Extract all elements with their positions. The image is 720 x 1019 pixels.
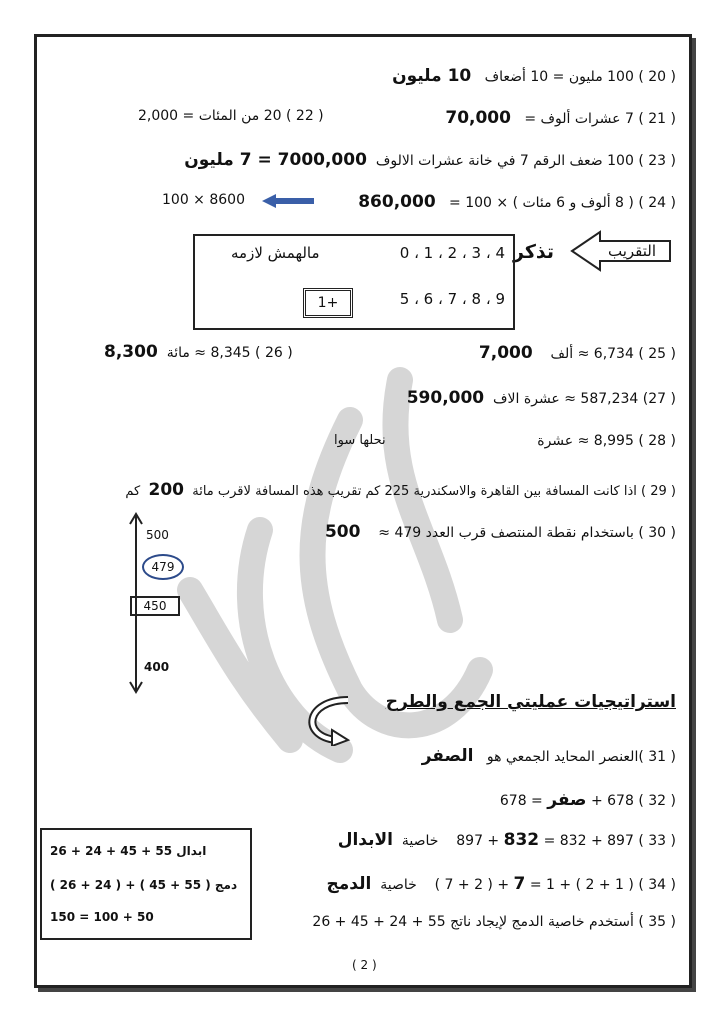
item-24-answer: 860,000 — [358, 192, 436, 212]
item-33-property-label: خاصية — [401, 833, 439, 849]
item-23-text: ( 23 ) 100 ضعف الرقم 7 في خانة عشرات الالوف — [375, 153, 676, 169]
item-29-text: ( 29 ) اذا كانت المسافة بين القاهرة والاسكندرية 225 كم تقريب هذه المسافة لاقرب مائة — [192, 484, 676, 499]
remember-title: تذكر — [513, 241, 554, 263]
number-line — [122, 512, 202, 694]
solution-box — [40, 828, 252, 940]
item-28-note: نحلها سوا — [334, 433, 386, 448]
item-32-answer: صفر — [547, 790, 587, 810]
item-32 — [500, 790, 676, 810]
item-27 — [407, 388, 676, 408]
number-line-top: 500 — [146, 528, 169, 542]
item-33 — [338, 830, 676, 850]
item-28 — [537, 433, 676, 449]
item-30-answer: 500 — [324, 522, 361, 542]
item-20-answer: 10 مليون — [392, 66, 472, 86]
number-line-middle: 450 — [130, 596, 180, 616]
remember-row1: 0 ، 1 ، 2 ، 3 ، 4 — [399, 244, 505, 262]
item-23-answer: 7000,000 = 7 مليون — [184, 150, 367, 170]
item-24 — [358, 192, 676, 212]
item-34-answer: 7 — [513, 874, 526, 894]
item-29 — [125, 480, 676, 500]
item-23 — [184, 150, 676, 170]
item-29-answer: 200 — [148, 480, 184, 500]
page-number: ( 2 ) — [352, 958, 377, 972]
item-31-text: ( 31 )العنصر المحايد الجمعي هو — [486, 749, 676, 765]
item-34-property-label: خاصية — [380, 877, 417, 893]
item-26-text: ( 26 ) 8,345 ≈ مائة — [166, 345, 293, 361]
item-35 — [312, 914, 676, 930]
item-31-answer: الصفر — [421, 746, 474, 766]
solution-row-3: 50 + 100 = 150 — [50, 910, 154, 924]
item-33-answer: 832 — [503, 830, 540, 850]
item-31 — [422, 746, 676, 766]
item-28-text: ( 28 ) 8,995 ≈ عشرة — [537, 433, 676, 449]
item-25-answer: 7,000 — [478, 343, 533, 363]
item-22-text: ( 22 ) 20 من المئات = 2,000 — [138, 108, 324, 124]
item-20-text: ( 20 ) 100 مليون = 10 أضعاف — [484, 69, 676, 85]
item-27-answer: 590,000 — [406, 388, 485, 408]
item-32-text: ( 32 ) 678 + — [590, 793, 676, 809]
item-26 — [104, 342, 293, 362]
signature-watermark — [150, 360, 570, 780]
left-arrow-icon — [262, 194, 316, 208]
remember-box — [193, 234, 515, 330]
curved-arrow-icon — [296, 696, 354, 746]
remember-row2: 5 ، 6 ، 7 ، 8 ، 9 — [399, 290, 505, 308]
item-29-unit: كم — [125, 484, 141, 499]
number-line-bottom: 400 — [144, 660, 170, 674]
number-line-circled: 479 — [142, 554, 184, 580]
item-24-text: ( 24 ) ( 8 ألوف و 6 مئات ) × 100 = — [449, 195, 676, 211]
item-34 — [327, 874, 677, 894]
item-21 — [445, 108, 676, 128]
remember-row1-note: مالهمش لازمه — [231, 244, 320, 262]
item-21-answer: 70,000 — [445, 108, 511, 128]
item-34-text: ( 34 ) ( 1 + 2 ) + 1 = — [529, 877, 676, 893]
item-24-result: 100 × 8600 — [162, 192, 245, 208]
item-25-text: ( 25 ) 6,734 ≈ ألف — [550, 346, 676, 362]
item-21-text: ( 21 ) 7 عشرات ألوف = — [524, 111, 676, 127]
item-35-text: ( 35 ) أستخدم خاصية الدمج لإيجاد ناتج 55 + 24 + 45 + 26 — [312, 914, 676, 930]
item-25 — [479, 343, 676, 363]
item-30 — [325, 522, 676, 542]
item-27-text: ( 27) 587,234 ≈ عشرة الاف — [493, 391, 676, 407]
item-33-result: + 897 — [456, 833, 500, 849]
item-22 — [138, 108, 324, 124]
item-33-property: الابدال — [337, 830, 393, 850]
item-34-property: الدمج — [326, 874, 372, 894]
item-26-answer: 8,300 — [104, 342, 158, 362]
item-34-result: + ( 2 + 7 ) — [434, 877, 510, 893]
arrow-label: التقريب — [608, 242, 657, 260]
solution-row-1: ابدال 55 + 45 + 24 + 26 — [50, 844, 207, 858]
section-heading: استراتيجيات عمليتي الجمع والطرح — [385, 692, 676, 712]
item-30-text: ( 30 ) باستخدام نقطة المنتصف قرب العدد 479 ≈ — [378, 525, 676, 541]
item-32-result: = 678 — [499, 793, 543, 809]
solution-row-2: دمج ( 55 + 45 ) + ( 24 + 26 ) — [50, 878, 238, 892]
item-33-text: ( 33 ) 897 + 832 = — [543, 833, 676, 849]
item-20 — [392, 66, 676, 86]
plus-one-box: 1+ — [303, 288, 353, 318]
